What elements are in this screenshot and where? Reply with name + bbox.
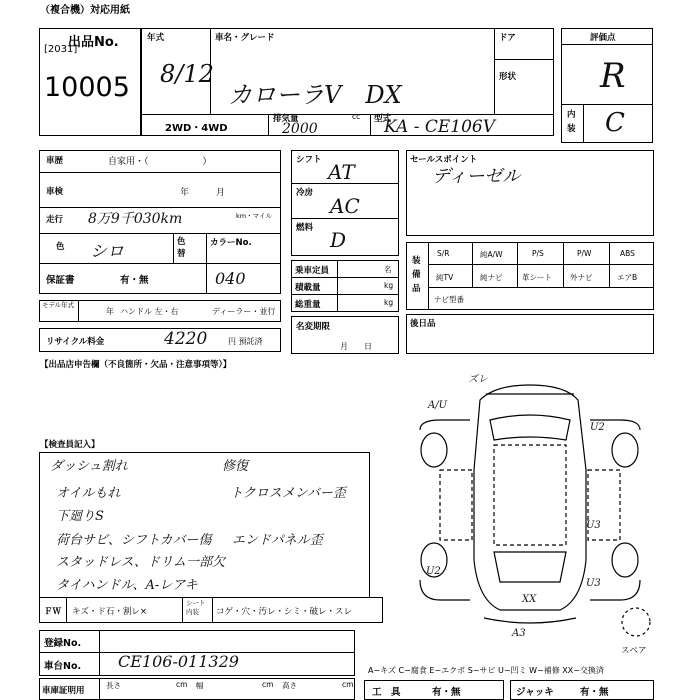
jack-value: 有・無	[580, 687, 609, 698]
equip-leather: 革シート	[522, 273, 552, 282]
navi-model-label: ナビ型番	[434, 295, 464, 304]
gross-label: 総重量	[295, 300, 321, 310]
shift-value: AT	[328, 160, 355, 184]
equip-sr: S/R	[437, 249, 450, 258]
chassis-label: 車台No.	[44, 661, 82, 672]
sales-value: ディーゼル	[432, 166, 521, 187]
rename-units: 月 日	[340, 342, 372, 351]
equip-ps: P/S	[532, 249, 544, 258]
fuel-value: D	[330, 228, 347, 252]
fw-items: キズ・ド石・割レ×	[72, 607, 147, 617]
note-line-3: 下廻りS	[56, 509, 104, 524]
mark-rear-right: U3	[586, 578, 601, 589]
tools-value: 有・無	[432, 687, 461, 698]
seat-label: シート内装	[186, 599, 206, 616]
lot-label: 出品No.	[68, 35, 119, 50]
registration-label: 登録No.	[44, 638, 82, 649]
history-value: 自家用・（ ）	[108, 157, 212, 167]
shaken-label: 車検	[46, 187, 64, 197]
spare-label: スペア	[621, 646, 647, 656]
note-line-2: オイルもれ	[56, 486, 121, 501]
capacity-label: 乗車定員	[295, 266, 330, 276]
dealer-label: ディーラー・並行	[212, 307, 276, 316]
model-year-label: モデル年式	[42, 301, 75, 309]
door-label: ドア	[499, 33, 516, 43]
mileage-value: 8万9千030km	[88, 211, 183, 227]
name-label: 車名・グレード	[215, 33, 275, 43]
color-value: シロ	[90, 242, 124, 262]
note-line-4: 荷台サビ、シフトカバー傷	[56, 533, 212, 548]
score-label: 評価点	[590, 33, 616, 43]
lot-number: 10005	[44, 72, 130, 103]
model-value: KA - CE106V	[384, 117, 495, 137]
color-label: 色	[56, 242, 65, 252]
mark-front: ズレ	[468, 374, 488, 385]
recycle-value: 4220	[164, 329, 208, 349]
mileage-label: 走行	[46, 215, 64, 225]
equip-aw: 純A/W	[480, 250, 503, 259]
shaken-units: 年 月	[180, 188, 226, 198]
cert-height: 高さ	[282, 681, 297, 690]
later-label: 後日品	[410, 319, 436, 329]
color-change-label: 色替	[177, 237, 186, 259]
shift-label: シフト	[296, 155, 322, 165]
interior-label: 内装	[567, 110, 576, 134]
mark-front-left: A/U	[428, 400, 448, 411]
cert-width: 幅	[196, 681, 204, 690]
cert-length: 長さ	[106, 681, 121, 690]
warranty-value: 有・無	[120, 275, 149, 286]
equip-tv: 純TV	[436, 273, 454, 282]
interior-value: C	[605, 108, 625, 138]
year-value: 8/12	[160, 60, 214, 88]
note-right-3: エンドパネル歪	[232, 533, 323, 548]
displacement-label: 排気量	[273, 114, 299, 124]
mark-rear-left: U2	[426, 566, 441, 577]
note-right-1: 修復	[222, 459, 249, 474]
damage-legend: A−キズ C−腐食 E−エクボ S−サビ U−凹ミ W−補修 XX−交換済	[368, 666, 604, 675]
cert-cm-3: cm	[342, 680, 354, 689]
note-line-6: タイハンドル、A-レアキ	[56, 578, 198, 593]
mark-rear-replaced: XX	[522, 594, 537, 605]
color-no-label: カラーNo.	[210, 238, 252, 248]
displacement-unit: cc	[352, 112, 361, 121]
year-label: 年式	[147, 33, 165, 43]
mark-rear-bumper: A3	[512, 628, 526, 639]
declaration-label: 【出品店申告欄（不良箇所・欠品・注意事項等）】	[40, 360, 232, 370]
name-value: カローラV DX	[228, 81, 402, 109]
equip-abs: ABS	[620, 249, 635, 258]
tools-label: 工 具	[372, 687, 401, 698]
form-title: （複合機）対応用紙	[40, 5, 130, 16]
equip-airbag: エアB	[617, 273, 638, 282]
jack-label: ジャッキ	[516, 687, 554, 698]
note-right-2: トクロスメンバー歪	[230, 486, 346, 501]
cert-cm-1: cm	[176, 680, 188, 689]
ac-label: 冷房	[296, 188, 314, 198]
model-year-unit: 年	[106, 307, 114, 316]
mark-right-side: U3	[586, 520, 601, 531]
handle-label: ハンドル 左・右	[120, 307, 179, 316]
mark-front-right: U2	[590, 422, 605, 433]
load-label: 積載量	[295, 283, 321, 293]
shape-label: 形状	[499, 72, 517, 82]
gross-unit: kg	[384, 298, 394, 307]
cert-cm-2: cm	[262, 680, 274, 689]
equip-navi: 純ナビ	[480, 273, 503, 282]
recycle-label: リサイクル料金	[46, 337, 105, 347]
score-value: R	[600, 56, 626, 96]
ac-value: AC	[330, 194, 360, 218]
recycle-unit: 円 預託済	[228, 337, 263, 346]
load-unit: kg	[384, 281, 394, 290]
history-label: 車歴	[46, 156, 64, 166]
equip-pw: P/W	[577, 249, 592, 258]
note-line-1: ダッシュ割れ	[50, 459, 128, 474]
warranty-label: 保証書	[46, 275, 75, 286]
chassis-value: CE106-011329	[118, 652, 239, 671]
sales-label: セールスポイント	[410, 155, 478, 165]
garage-cert-label: 車庫証明用	[42, 686, 85, 696]
inspector-label: 【検査員記入】	[40, 440, 100, 450]
lot-small-number: [2031]	[44, 44, 78, 55]
drive-label: 2WD・4WD	[165, 123, 228, 134]
note-line-5: スタッドレス、ドリム一部欠	[56, 555, 226, 570]
fw-label: ＦＷ	[44, 607, 62, 617]
displacement-value: 2000	[282, 121, 318, 137]
color-no-value: 040	[215, 269, 246, 288]
seat-items: コゲ・穴・汚レ・シミ・破レ・スレ	[216, 607, 353, 617]
equip-ext-navi: 外ナビ	[570, 273, 593, 282]
rename-label: 名変期限	[296, 322, 331, 332]
mileage-units: km・マイル	[236, 212, 272, 220]
equipment-label: 装備品	[412, 256, 421, 294]
capacity-unit: 名	[384, 265, 392, 274]
fuel-label: 燃料	[296, 223, 314, 233]
model-label: 型式	[374, 114, 392, 124]
